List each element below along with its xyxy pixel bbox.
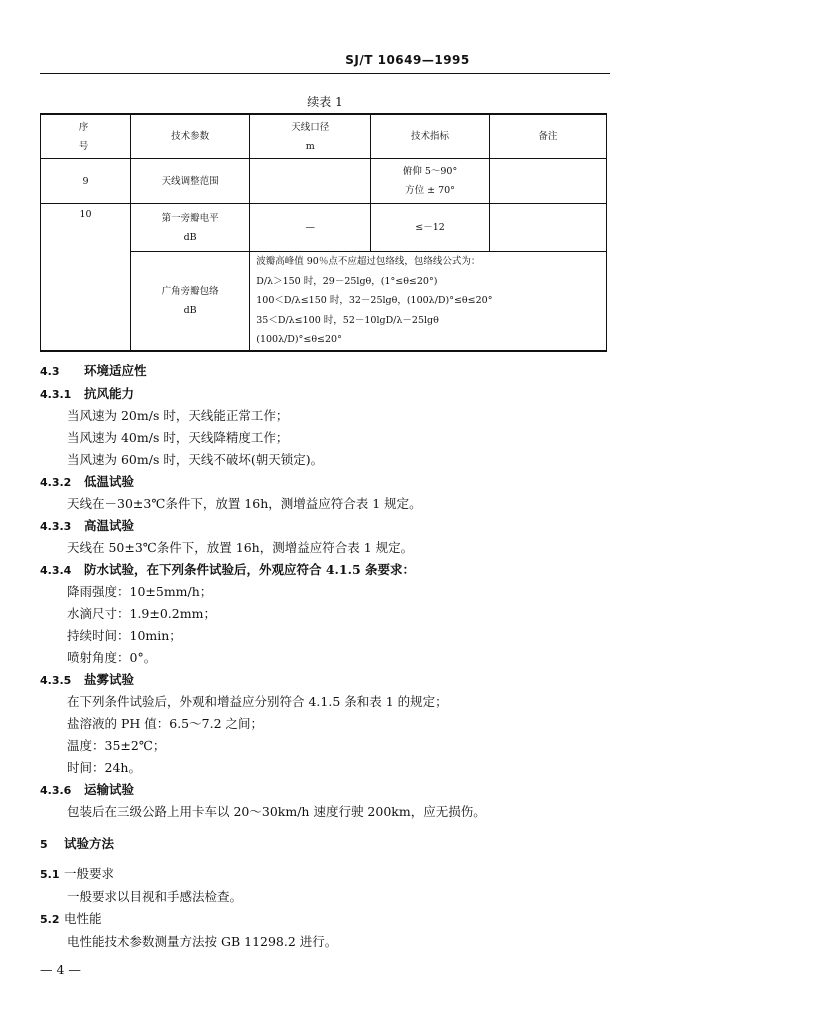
section-heading: [40, 560, 415, 578]
body-text: 在下列条件试验后，外观和增益应分别符合 4.1.5 条和表 1 的规定；: [67, 694, 448, 709]
param-label: 广角旁瓣包络: [161, 285, 219, 297]
cell-seq: 9: [41, 159, 131, 204]
section-heading: [40, 670, 134, 688]
section-heading: [40, 780, 134, 798]
spec-line: D/λ＞150 时，29－25lgθ，(1°≤θ≤20°): [256, 275, 438, 287]
section-title: 高温试验: [84, 518, 135, 533]
col-header-seq: 序 号: [41, 114, 131, 159]
section-number: 5: [40, 838, 48, 851]
section-title: 电性能: [64, 911, 102, 926]
body-text: 水滴尺寸：1.9±0.2mm；: [67, 606, 216, 621]
spec-line: (100λ/D)°≤θ≤20°: [256, 334, 342, 345]
body-text: 降雨强度：10±5mm/h；: [67, 584, 213, 599]
standard-code: SJ/T 10649—1995: [345, 53, 470, 67]
cell-spec: ≤－12: [371, 204, 489, 252]
col-header-param: 技术参数: [131, 114, 250, 159]
param-label: 第一旁瓣电平: [161, 212, 219, 224]
section-title: 试验方法: [64, 836, 115, 851]
section-number: 5.2: [40, 913, 60, 926]
body-text: 电性能技术参数测量方法按 GB 11298.2 进行。: [67, 934, 338, 949]
section-heading: [40, 384, 134, 402]
cell-aperture: [250, 159, 371, 204]
cell-param: [131, 252, 250, 351]
table-caption: 续表 1: [307, 95, 343, 109]
page-number: — 4 —: [40, 962, 81, 977]
body-text: 当风速为 60m/s 时，天线不破坏(朝天锁定)。: [67, 452, 324, 467]
spec-table: [40, 113, 607, 352]
section-number: 4.3.6: [40, 784, 72, 797]
section-number: 4.3.4: [40, 564, 72, 577]
body-text: 当风速为 40m/s 时，天线降精度工作；: [67, 430, 289, 445]
col-header-aperture-unit: m: [305, 140, 315, 152]
cell-spec: [371, 159, 489, 204]
body-text: 温度：35±2℃；: [67, 738, 166, 753]
section-title: 防水试验，在下列条件试验后，外观应符合 4.1.5 条要求：: [84, 562, 416, 577]
cell-note: [489, 204, 606, 252]
section-title: 盐雾试验: [84, 672, 135, 687]
section-number: 4.3.2: [40, 476, 72, 489]
spec-line: 方位 ± 70°: [405, 185, 455, 196]
section-number: 4.3.3: [40, 520, 72, 533]
cell-seq: 10: [41, 204, 131, 351]
section-heading: [40, 864, 114, 882]
section-heading: [40, 516, 134, 534]
cell-param: [131, 204, 250, 252]
spec-line: 俯仰 5～90°: [402, 166, 458, 177]
body-text: 持续时间：10min；: [67, 628, 182, 643]
section-title: 一般要求: [64, 866, 115, 881]
col-header-aperture: [250, 114, 371, 159]
section-heading: [40, 472, 134, 490]
spec-line: 100＜D/λ≤150 时，32－25lgθ，(100λ/D)°≤θ≤20°: [256, 295, 493, 306]
col-header-note: 备注: [489, 114, 606, 159]
param-unit: dB: [183, 304, 197, 316]
section-title: 环境适应性: [84, 363, 147, 378]
table-header-row: [41, 114, 607, 159]
cell-note: [489, 159, 606, 204]
section-heading: [40, 834, 114, 852]
header-rule: [40, 73, 610, 74]
section-number: 4.3.5: [40, 674, 72, 687]
table-row: [41, 204, 607, 252]
table-row: [41, 159, 607, 204]
col-header-spec: 技术指标: [371, 114, 489, 159]
body-text: 包装后在三级公路上用卡车以 20～30km/h 速度行驶 200km，应无损伤。: [67, 804, 486, 819]
body-text: 天线在 50±3℃条件下，放置 16h，测增益应符合表 1 规定。: [67, 540, 414, 555]
section-title: 运输试验: [84, 782, 135, 797]
section-number: 5.1: [40, 868, 60, 881]
body-text: 盐溶液的 PH 值：6.5～7.2 之间；: [67, 716, 263, 731]
body-text: 喷射角度：0°。: [67, 650, 157, 665]
cell-param: 天线调整范围: [131, 159, 250, 204]
param-unit: dB: [183, 231, 197, 243]
body-text: 时间：24h。: [67, 760, 141, 775]
section-number: 4.3.1: [40, 388, 72, 401]
spec-line: 35＜D/λ≤100 时，52－10lgD/λ－25lgθ: [256, 314, 439, 326]
section-number: 4.3: [40, 365, 60, 378]
spec-line: 波瓣高峰值 90％点不应超过包络线，包络线公式为：: [256, 256, 481, 267]
section-heading: [40, 909, 102, 927]
cell-aperture: —: [250, 204, 371, 252]
body-text: 天线在－30±3℃条件下，放置 16h，测增益应符合表 1 规定。: [67, 496, 422, 511]
cell-spec-envelope: [250, 252, 607, 351]
col-header-aperture-label: 天线口径: [291, 121, 330, 133]
body-text: 当风速为 20m/s 时，天线能正常工作；: [67, 408, 289, 423]
section-title: 低温试验: [84, 474, 135, 489]
body-text: 一般要求以目视和手感法检查。: [67, 889, 243, 904]
section-title: 抗风能力: [84, 386, 135, 401]
section-heading: [40, 361, 147, 379]
